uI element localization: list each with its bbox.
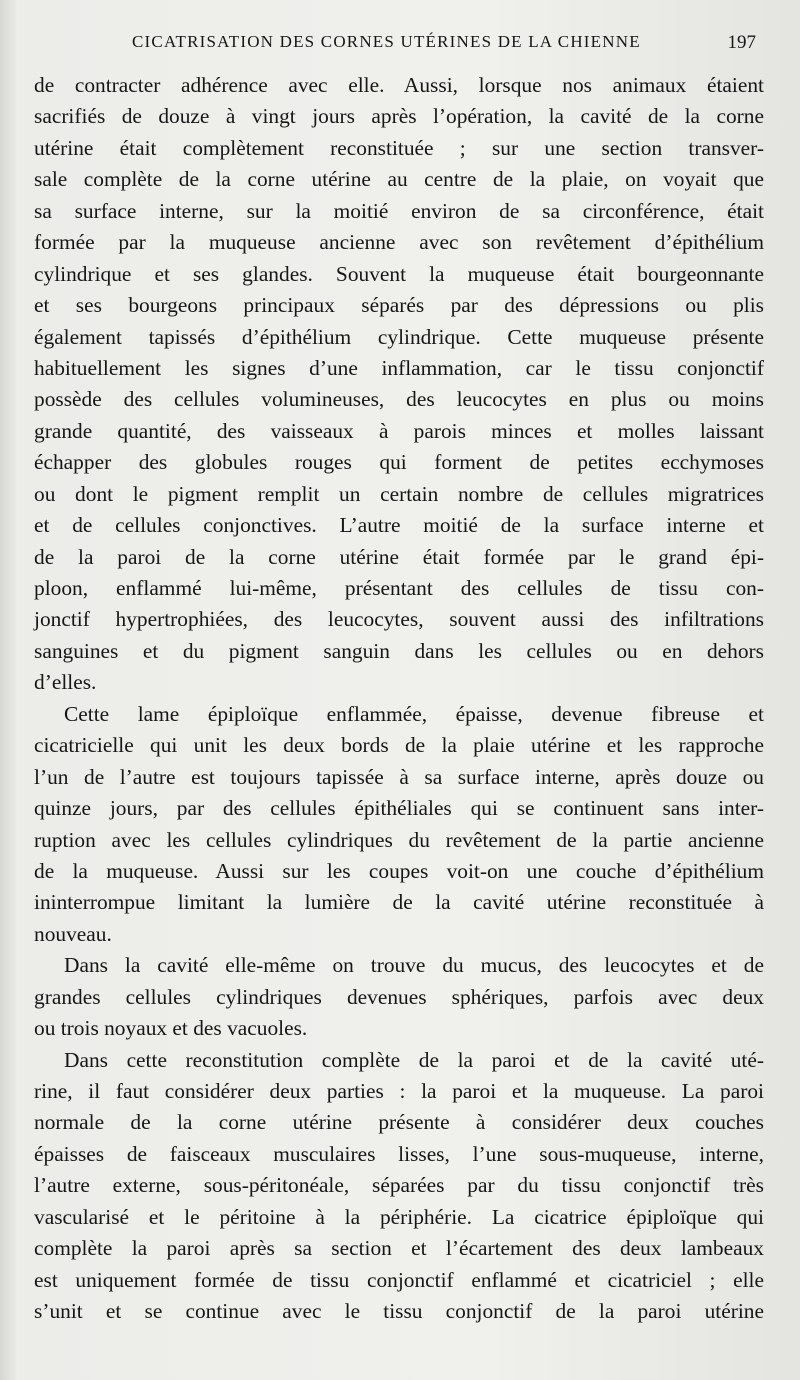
text-line: l’autre externe, sous-péritonéale, séparées par du tissu conjonctif très <box>34 1173 764 1198</box>
body-text <box>34 70 764 1328</box>
text-line: quinze jours, par des cellules épithéliales qui se continuent sans inter- <box>34 796 764 821</box>
text-line: jonctif hypertrophiées, des leucocytes, souvent aussi des infiltrations <box>34 607 764 632</box>
text-line: ploon, enflammé lui-même, présentant des cellules de tissu con- <box>34 576 764 600</box>
text-line: de la muqueuse. Aussi sur les coupes voit-on une couche d’épithélium <box>34 858 764 883</box>
text-line: Cette lame épiploïque enflammée, épaisse, devenue fibreuse et <box>64 701 764 726</box>
text-line: Dans la cavité elle-même on trouve du mucus, des leucocytes et de <box>64 953 764 978</box>
text-line: sacrifiés de douze à vingt jours après l’opération, la cavité de la corne <box>34 104 764 129</box>
text-line: normale de la corne utérine présente à considérer deux couches <box>34 1110 764 1135</box>
page-header <box>0 32 800 62</box>
text-line: de la paroi de la corne utérine était formée par le grand épi- <box>34 544 764 569</box>
text-line: cicatricielle qui unit les deux bords de la plaie utérine et les rapproche <box>34 733 764 758</box>
text-line: sale complète de la corne utérine au centre de la plaie, on voyait que <box>34 167 764 192</box>
text-line: Dans cette reconstitution complète de la paroi et de la cavité uté- <box>64 1047 764 1072</box>
text-line: possède des cellules volumineuses, des leucocytes en plus ou moins <box>34 387 764 412</box>
text-line: et de cellules conjonctives. L’autre moitié de la surface interne et <box>34 513 764 538</box>
text-line: ou trois noyaux et des vacuoles. <box>34 1016 308 1041</box>
text-line: d’elles. <box>34 670 97 695</box>
text-line: échapper des globules rouges qui forment de petites ecchymoses <box>34 450 764 475</box>
text-line: ininterrompue limitant la lumière de la cavité utérine reconstituée à <box>34 890 764 915</box>
text-line: sa surface interne, sur la moitié environ de sa circonférence, était <box>34 198 764 223</box>
text-line: rine, il faut considérer deux parties : la paroi et la muqueuse. La paroi <box>34 1079 764 1103</box>
text-line: grande quantité, des vaisseaux à parois minces et molles laissant <box>34 418 764 443</box>
text-line: sanguines et du pigment sanguin dans les cellules ou en dehors <box>34 638 764 663</box>
text-line: l’un de l’autre est toujours tapissée à sa surface interne, après douze ou <box>34 764 764 789</box>
page-number: 197 <box>727 32 756 53</box>
text-line: complète la paroi après sa section et l’écartement des deux lambeaux <box>34 1236 764 1261</box>
text-line: ou dont le pigment remplit un certain nombre de cellules migratrices <box>34 481 764 506</box>
text-line: épaisses de faisceaux musculaires lisses, l’une sous-muqueuse, interne, <box>34 1141 764 1166</box>
text-line: ruption avec les cellules cylindriques du revêtement de la partie ancienne <box>34 827 764 852</box>
text-line: de contracter adhérence avec elle. Aussi, lorsque nos animaux étaient <box>34 73 764 97</box>
running-head: CICATRISATION DES CORNES UTÉRINES DE LA CHIENNE <box>132 32 641 51</box>
text-line: habituellement les signes d’une inflammation, car le tissu conjonctif <box>34 355 764 380</box>
text-line: s’unit et se continue avec le tissu conjonctif de la paroi utérine <box>34 1299 764 1324</box>
text-line: également tapissés d’épithélium cylindrique. Cette muqueuse présente <box>34 324 764 349</box>
text-line: cylindrique et ses glandes. Souvent la muqueuse était bourgeonnante <box>34 261 764 286</box>
text-line: formée par la muqueuse ancienne avec son revêtement d’épithélium <box>34 230 764 255</box>
text-line: utérine était complètement reconstituée ; sur une section transver- <box>34 135 764 160</box>
text-line: vascularisé et le péritoine à la périphérie. La cicatrice épiploïque qui <box>34 1204 764 1229</box>
text-line: est uniquement formée de tissu conjonctif enflammé et cicatriciel ; elle <box>34 1267 764 1292</box>
text-line: et ses bourgeons principaux séparés par des dépressions ou plis <box>34 293 764 318</box>
text-line: grandes cellules cylindriques devenues sphériques, parfois avec deux <box>34 984 764 1009</box>
text-line: nouveau. <box>34 921 112 946</box>
